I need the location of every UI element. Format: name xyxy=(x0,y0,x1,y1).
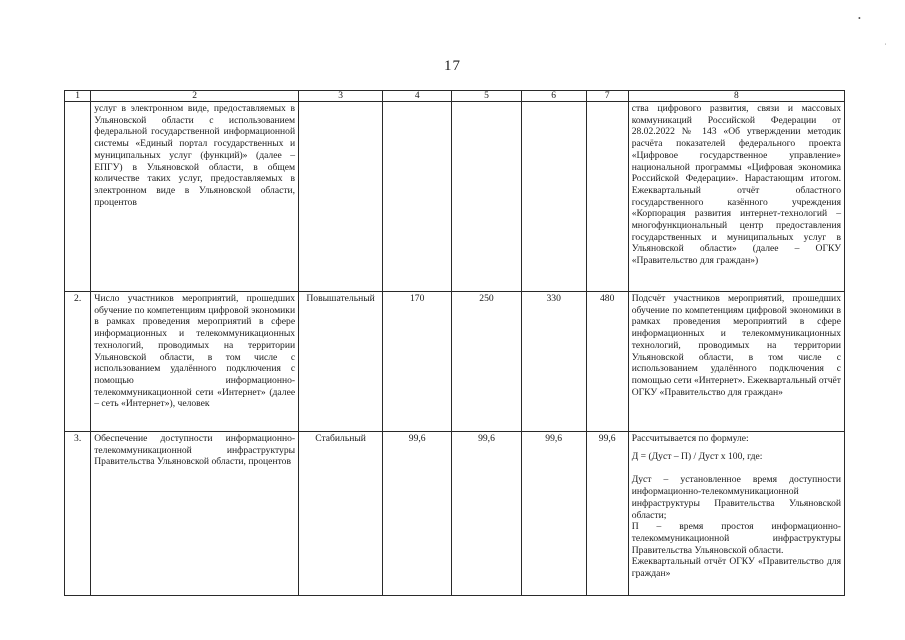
definition-p: П – время простоя информационно-телекоммуникационной инфраструктуры Правительства Ульяновской области. xyxy=(631,521,841,556)
cell-value-7: 480 xyxy=(586,292,628,432)
cell-indicator-type: Повышательный xyxy=(299,292,383,432)
cell-indicator-type: Стабильный xyxy=(299,432,383,596)
header-col-8: 8 xyxy=(628,91,844,102)
scan-mark: • xyxy=(858,14,861,23)
cell-value-6 xyxy=(521,102,586,292)
cell-value-4: 99,6 xyxy=(383,432,452,596)
table-row-continuation xyxy=(65,102,845,292)
cell-method: Подсчёт участников мероприятий, прошедших обучение по компетенциям цифровой экономики в рамках проведения мероприятий в сфере информационных и телекоммуникационных технологий, проводимых на территории Ульяновской области, в том числе с использованием удалённого подключения с помощью сети «Интернет». Ежеквартальный отчёт ОГКУ «Правительство для граждан» xyxy=(628,292,844,432)
formula: Д = (Дуст – П) / Дуст х 100, где: xyxy=(631,450,763,462)
table-row-3 xyxy=(65,432,845,596)
cell-value-6: 99,6 xyxy=(521,432,586,596)
header-col-5: 5 xyxy=(452,91,521,102)
cell-indicator-name: Обеспечение доступности информационно-телекоммуникационной инфраструктуры Правительства Ульяновской области, процентов xyxy=(91,432,299,596)
cell-value-5 xyxy=(452,102,521,292)
cell-indicator-type xyxy=(299,102,383,292)
cell-number: 2. xyxy=(65,292,91,432)
cell-number xyxy=(65,102,91,292)
cell-value-5: 99,6 xyxy=(452,432,521,596)
header-col-1: 1 xyxy=(65,91,91,102)
header-col-4: 4 xyxy=(383,91,452,102)
report-source: Ежеквартальный отчёт ОГКУ «Правительство для граждан» xyxy=(631,556,841,580)
header-col-2: 2 xyxy=(91,91,299,102)
header-col-7: 7 xyxy=(586,91,628,102)
cell-value-5: 250 xyxy=(452,292,521,432)
cell-value-7: 99,6 xyxy=(586,432,628,596)
table-header-row xyxy=(65,91,845,102)
table-row-2 xyxy=(65,292,845,432)
definition-d-ust: Дуст – установленное время доступности информационно-телекоммуникационной инфраструктуры Правительства Ульяновской области; xyxy=(631,474,841,521)
cell-value-6: 330 xyxy=(521,292,586,432)
cell-value-4: 170 xyxy=(383,292,452,432)
cell-indicator-name: услуг в электронном виде, предоставляемых в Ульяновской области с использованием федеральной государственной информационной системы «Единый портал государственных и муниципальных услуг (функций)» (далее – ЕПГУ) в Ульяновской области, в общем количестве таких услуг, предоставляемых в электронном виде в Ульяновской области, процентов xyxy=(91,102,299,292)
scan-mark: ˙ xyxy=(884,42,887,51)
header-col-3: 3 xyxy=(299,91,383,102)
method-intro: Рассчитывается по формуле: xyxy=(631,433,749,444)
indicators-table xyxy=(64,90,845,596)
cell-method xyxy=(628,432,844,596)
header-col-6: 6 xyxy=(521,91,586,102)
cell-method: ства цифрового развития, связи и массовых коммуникаций Российской Федерации от 28.02.2022 № 143 «Об утверждении методик расчёта показателей федерального проекта «Цифровое государственное управление» национальной программы «Цифровая экономика Российской Федерации». Нарастающим итогом. Ежеквартальный отчёт областного государственного казённого учреждения «Корпорация развития интернет-технологий – многофункциональный центр предоставления государственных и муниципальных услуг в Ульяновской области» (далее – ОГКУ «Правительство для граждан») xyxy=(628,102,844,292)
cell-number: 3. xyxy=(65,432,91,596)
cell-value-4 xyxy=(383,102,452,292)
page-number: 17 xyxy=(444,58,461,74)
cell-indicator-name: Число участников мероприятий, прошедших обучение по компетенциям цифровой экономики в рамках проведения мероприятий в сфере информационных и телекоммуникационных технологий, проводимых на территории Ульяновской области, в том числе с использованием удалённого подключения с помощью информационно-телекоммуникационной сети «Интернет» (далее – сеть «Интернет»), человек xyxy=(91,292,299,432)
cell-value-7 xyxy=(586,102,628,292)
